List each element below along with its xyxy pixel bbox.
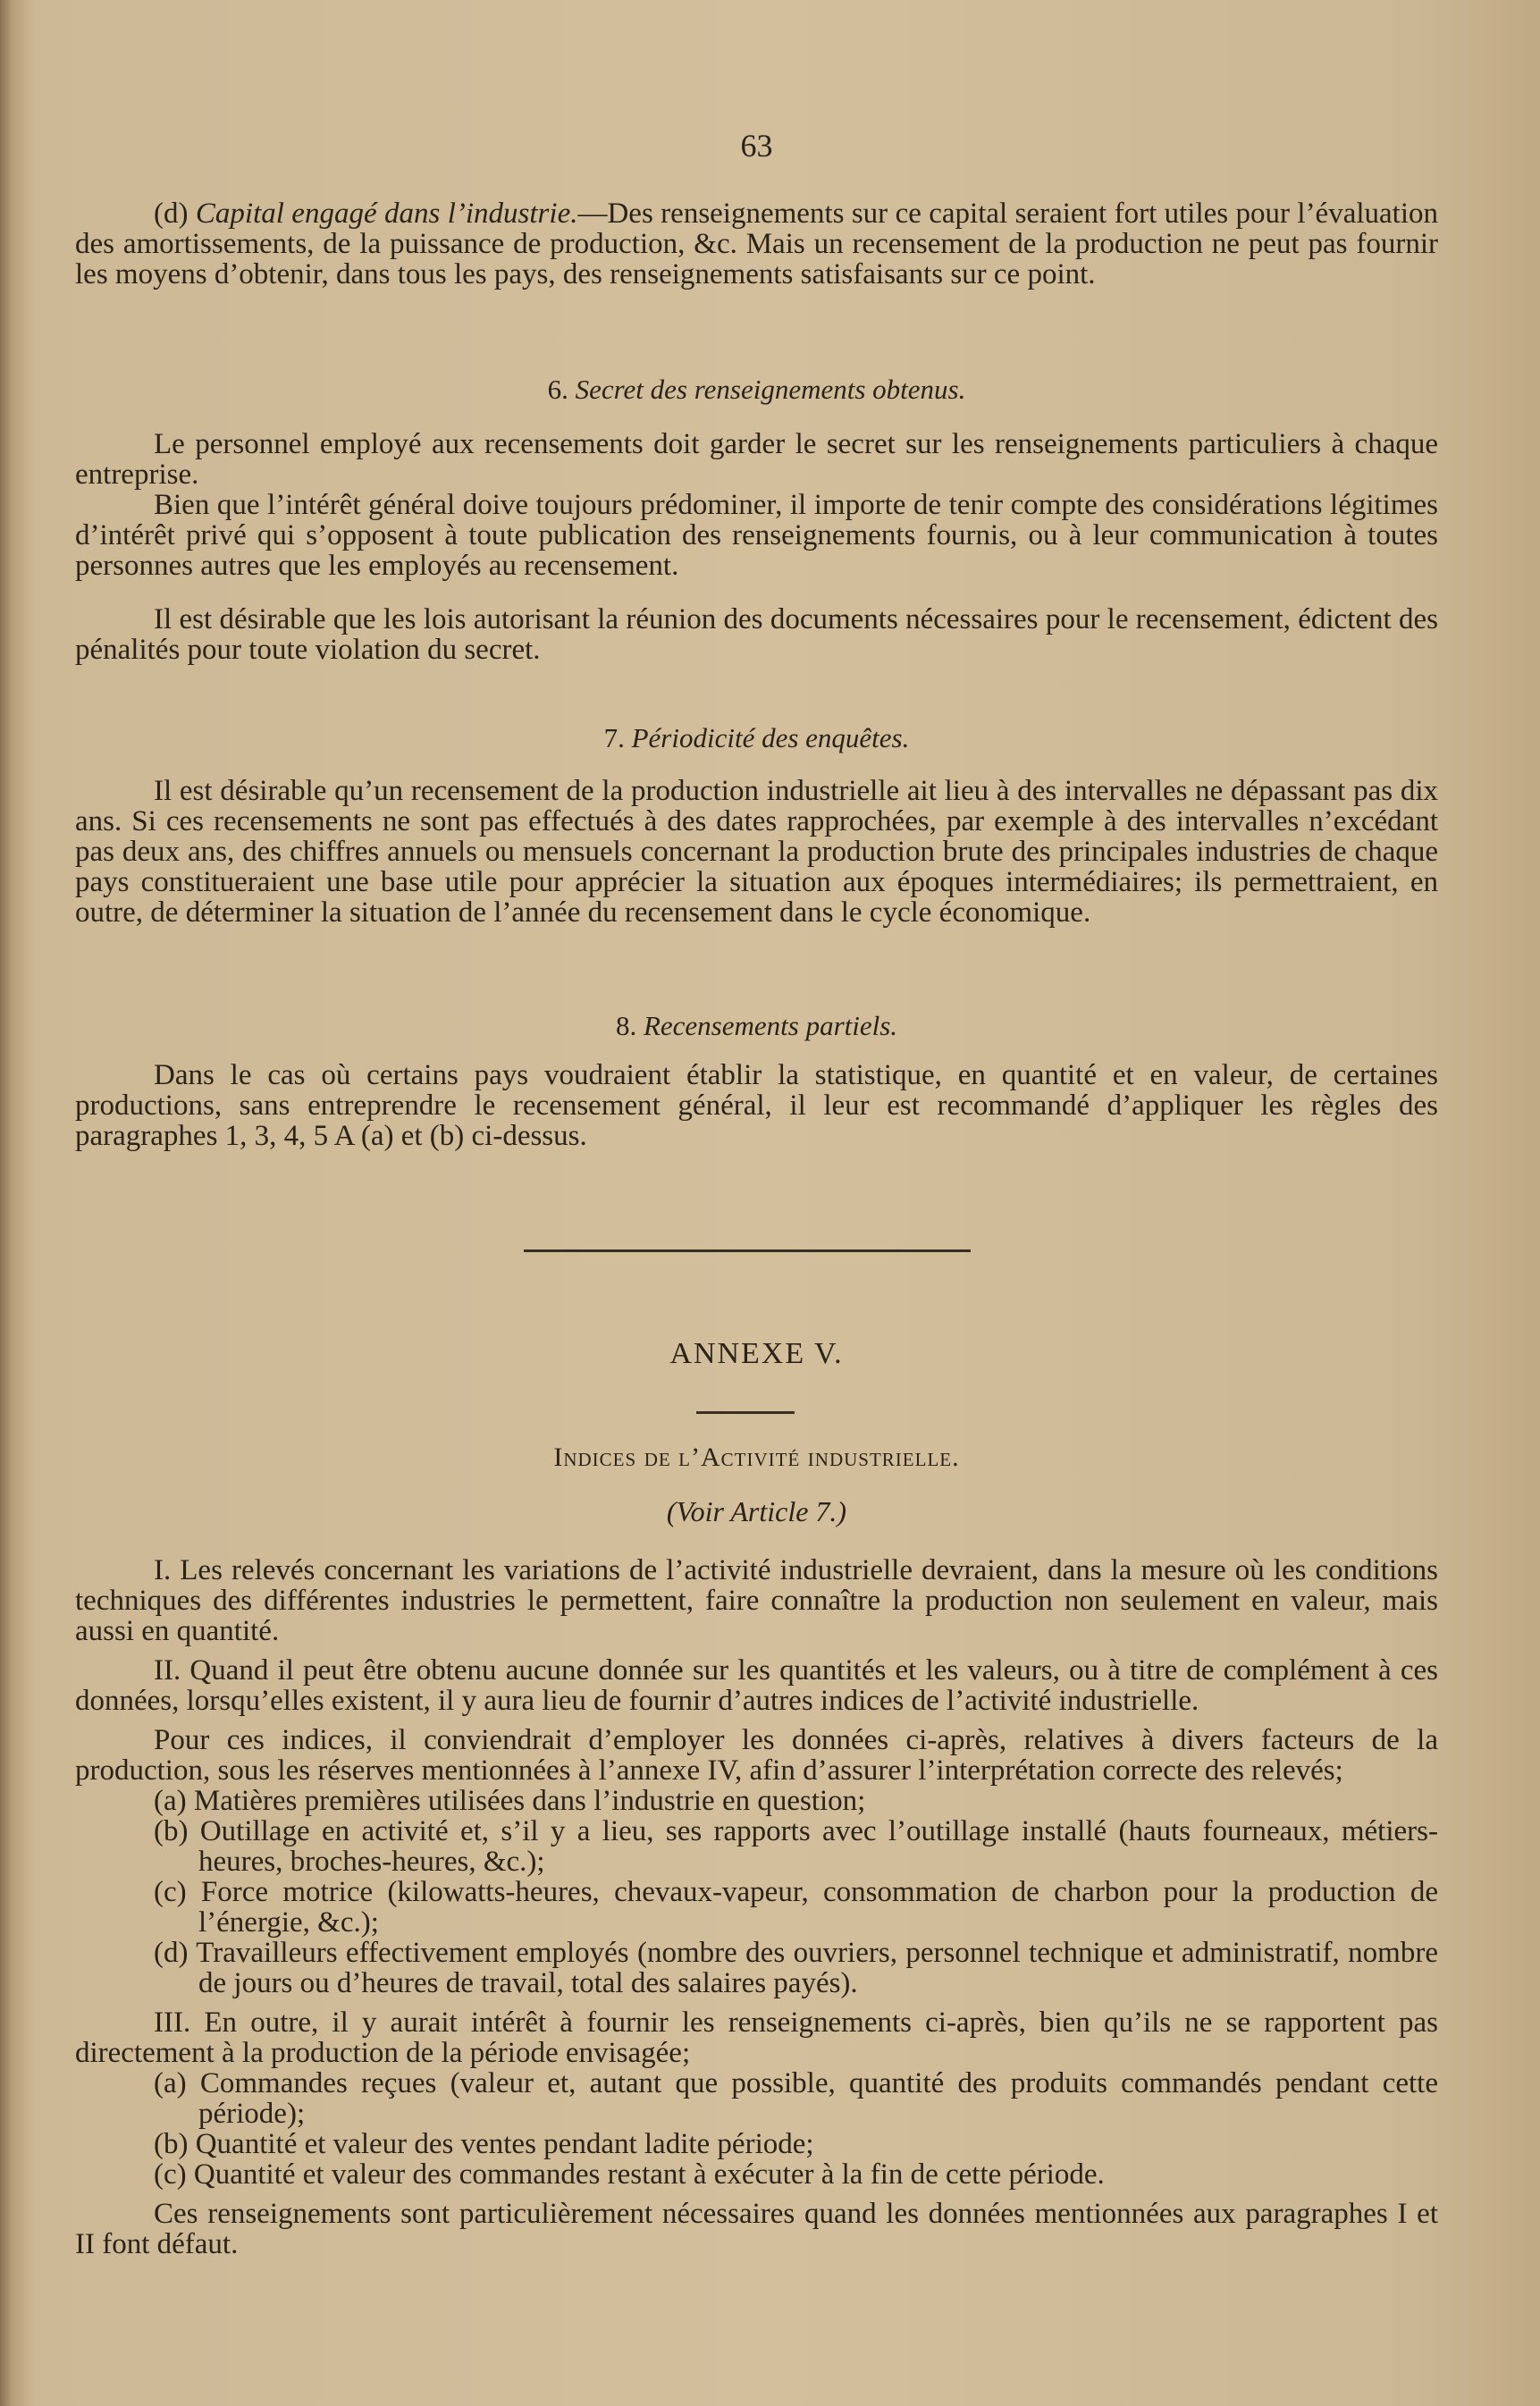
annex-reference: (Voir Article 7.) [666, 1495, 847, 1527]
section-7-paragraph: Il est désirable qu’un recensement de la production industrielle ait lieu à des intervalles ne dépassant pas dix ans. Si ces recensements ne sont pas effectués à des dates rapprochées, par exemple à des intervalles n’excédant pas deux ans, des chiffres annuels ou mensuels concernant la production brute des principales industries de chaque pays constitueraient une base utile pour apprécier la situation aux époques intermédiaires; ils permettraient, en outre, de déterminer la situation de l’année du recensement dans le cycle économique. [75, 775, 1438, 929]
section-8-paragraph: Dans le cas où certains pays voudraient établir la statistique, en quantité et en valeur, de certaines productions, sans entreprendre le recensement général, il leur est recommandé d’appliquer les règles des paragraphes 1, 3, 4, 5 A (a) et (b) ci-dessus. [75, 1059, 1438, 1152]
annex-paragraph-4: III. En outre, il y aurait intérêt à fournir les renseignements ci-après, bien qu’ils ne se rapportent pas directement à la production de la période envisagée; [75, 2006, 1438, 2069]
section-7-number: 7. [603, 722, 625, 753]
section-8-body [75, 1060, 1438, 1151]
section-7-heading [75, 722, 1438, 754]
annex-list-item: (b) Quantité et valeur des ventes pendant ladite période; [154, 2128, 814, 2160]
section-d [75, 198, 1438, 290]
section-8-number: 8. [615, 1010, 637, 1041]
section-6-body [75, 429, 1438, 665]
section-7-title: Périodicité des enquêtes. [631, 722, 910, 753]
section-d-title: Capital engagé dans l’industrie. [195, 198, 578, 230]
section-6-heading [75, 374, 1438, 406]
annex-title-rule [696, 1411, 795, 1414]
section-8-heading [75, 1010, 1438, 1042]
page-number: 63 [740, 128, 773, 164]
annex-subtitle: Indices de l’Activité industrielle. [553, 1443, 960, 1472]
annex-title: ANNEXE V. [669, 1337, 844, 1370]
annex-paragraph-5: Ces renseignements sont particulièrement nécessaires quand les données mentionnées aux paragraphes I et II font défaut. [75, 2198, 1438, 2260]
section-8-title: Recensements partiels. [643, 1010, 898, 1041]
section-6-paragraph: Le personnel employé aux recensements doit garder le secret sur les renseignements particuliers à chaque entreprise. [75, 428, 1438, 491]
section-6-title: Secret des renseignements obtenus. [575, 374, 966, 405]
annex-list-item: (a) Matières premières utilisées dans l’industrie en question; [154, 1785, 866, 1817]
section-6-paragraph: Bien que l’intérêt général doive toujours prédominer, il importe de tenir compte des considérations légitimes d’intérêt privé qui s’opposent à toute publication des renseignements fournis, ou à leur communication à toutes personnes autres que les employés au recensement. [75, 489, 1438, 582]
section-6-number: 6. [547, 374, 568, 405]
annex-paragraph-2: II. Quand il peut être obtenu aucune donnée sur les quantités et les valeurs, ou à titre de complément à ces données, lorsqu’elles existent, il y aura lieu de fournir d’autres indices de l’activité industrielle. [75, 1654, 1438, 1717]
section-d-text: —Des renseignements sur ce capital seraient fort utiles pour l’évaluation des amortissements, de la puissance de production, &c. Mais un recensement de la production ne peut pas fournir les moyens d’obtenir, dans tous les pays, des renseignements satisfaisants sur ce point. [75, 198, 1438, 290]
section-6-paragraph: Il est désirable que les lois autorisant la réunion des documents nécessaires pour le recensement, édictent des pénalités pour toute violation du secret. [75, 603, 1438, 666]
section-divider [524, 1249, 971, 1252]
annex-body [75, 1555, 1438, 2259]
section-d-paragraph [75, 198, 1438, 290]
annex-list-item: (c) Quantité et valeur des commandes restant à exécuter à la fin de cette période. [154, 2158, 1105, 2191]
annex-paragraph-3: Pour ces indices, il conviendrait d’employer les données ci-après, relatives à divers facteurs de la production, sous les réserves mentionnées à l’annexe IV, afin d’assurer l’interprétation correcte des relevés; [75, 1724, 1438, 1787]
section-7-body [75, 776, 1438, 928]
annex-list-item: (d) Travailleurs effectivement employés (nombre des ouvriers, personnel technique et administratif, nombre de jours ou d’heures de travail, total des salaires payés). [154, 1937, 1438, 1999]
annex-paragraph-1: I. Les relevés concernant les variations de l’activité industrielle devraient, dans la mesure où les conditions techniques des différentes industries le permettent, faire connaître la production non seulement en valeur, mais aussi en quantité. [75, 1554, 1438, 1647]
section-d-label: (d) [154, 198, 189, 230]
annex-list-item: (a) Commandes reçues (valeur et, autant que possible, quantité des produits commandés pendant cette période); [154, 2067, 1438, 2130]
annex-list-item: (c) Force motrice (kilowatts-heures, chevaux-vapeur, consommation de charbon pour la production de l’énergie, &c.); [154, 1876, 1438, 1939]
annex-list-item: (b) Outillage en activité et, s’il y a lieu, ses rapports avec l’outillage installé (hauts fourneaux, métiers-heures, broches-heures, &c.); [154, 1815, 1438, 1878]
